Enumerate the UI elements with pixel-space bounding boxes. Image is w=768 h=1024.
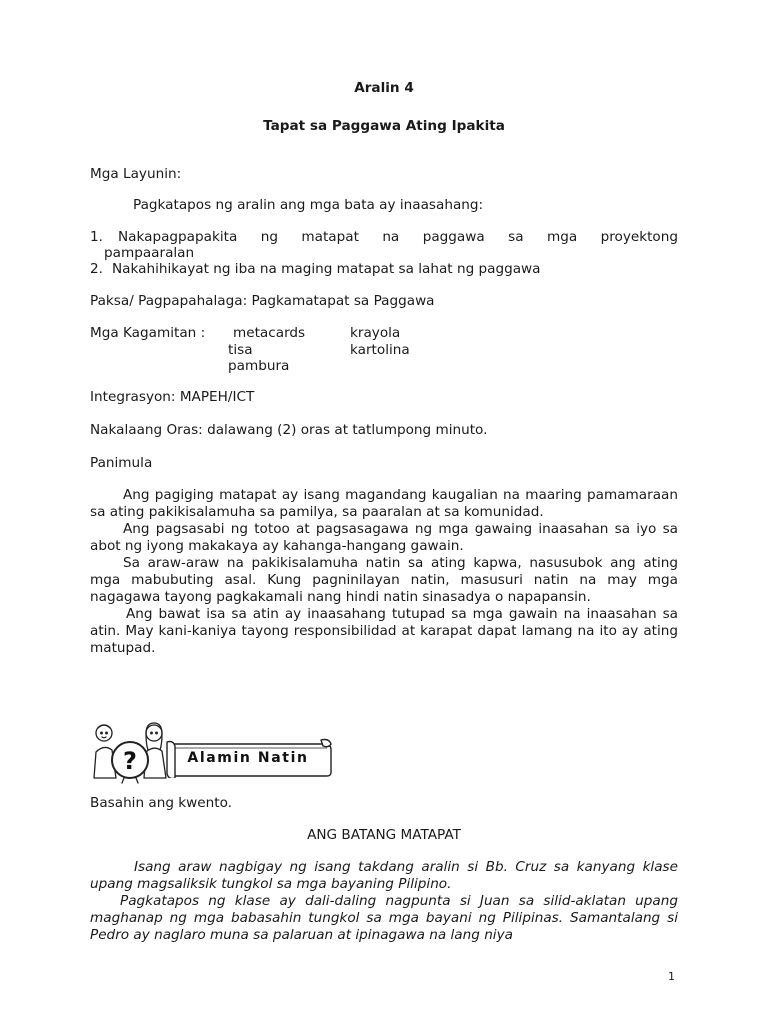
intro-paragraph: Ang bawat isa sa atin ay inaasahang tutupad sa mga gawain na inaasahan sa atin. May kani-kaniya tayong responsibilidad at karapat dapat lamang na ito ay ating matupad.: [90, 606, 678, 656]
story-section: [90, 859, 678, 944]
intro-paragraph: Sa araw-araw na pakikisalamuha natin sa ating kapwa, nasusubok ang ating mga mabubuting asal. Kung pagninilayan natin, masusuri natin na may mga nagagawa tayong pagkakamali nang hindi natin sinasadya o napapansin.: [90, 555, 678, 605]
alamin-natin-banner: [163, 738, 333, 778]
lesson-title: Tapat sa Paggawa Ating Ipakita: [263, 118, 505, 134]
material-item: krayola: [350, 325, 401, 341]
objectives-heading: Mga Layunin:: [90, 166, 182, 182]
story-paragraph: Isang araw nagbigay ng isang takdang aralin si Bb. Cruz sa kanyang klase upang magsaliksik tungkol sa mga bayaning Pilipino.: [90, 859, 678, 892]
intro-heading: Panimula: [90, 455, 153, 471]
story-title: ANG BATANG MATAPAT: [307, 827, 461, 843]
material-item: tisa: [228, 342, 253, 358]
objective-number-1: 1.: [90, 229, 103, 245]
integration-line: Integrasyon: MAPEH/ICT: [90, 389, 255, 405]
time-allotment: Nakalaang Oras: dalawang (2) oras at tatlumpong minuto.: [90, 422, 488, 438]
read-prompt: Basahin ang kwento.: [90, 795, 232, 811]
material-item: metacards: [233, 325, 306, 341]
topic-line: Paksa/ Pagpapahalaga: Pagkamatapat sa Paggawa: [90, 293, 435, 309]
objective-item-1: Nakapagpapakita ng matapat na paggawa sa mga proyektong: [118, 229, 678, 245]
intro-paragraph: Ang pagsasabi ng totoo at pagsasagawa ng mga gawaing inaasahan sa iyo sa abot ng iyong makakaya ay kahanga-hangang gawain.: [90, 521, 678, 554]
intro-section: [90, 487, 678, 657]
materials-label: Mga Kagamitan :: [90, 325, 206, 341]
objective-item-2: Nakahihikayat ng iba na maging matapat sa lahat ng paggawa: [112, 261, 541, 277]
banner-title: Alamin Natin: [187, 750, 309, 766]
material-item: kartolina: [350, 342, 410, 358]
story-paragraph: Pagkatapos ng klase ay dali-daling nagpunta si Juan sa silid-aklatan upang maghanap ng mga babasahin tungkol sa mga bayani ng Pilipinas. Samantalang si Pedro ay naglaro muna sa palaruan at ipinagawa na lang niya: [90, 893, 678, 943]
material-item: pambura: [228, 358, 290, 374]
objective-item-1-cont: pampaaralan: [104, 245, 195, 261]
intro-paragraph: Ang pagiging matapat ay isang magandang kaugalian na maaring pamamaraan sa ating pakikisalamuha sa pamilya, sa paaralan at sa komunidad.: [90, 487, 678, 520]
children-question-icon: [90, 720, 170, 784]
objective-number-2: 2.: [90, 261, 103, 277]
lesson-number: Aralin 4: [354, 80, 414, 96]
objectives-intro: Pagkatapos ng aralin ang mga bata ay inaasahang:: [133, 197, 484, 213]
page-number: 1: [668, 970, 675, 983]
svg-text:?: ?: [123, 747, 137, 775]
